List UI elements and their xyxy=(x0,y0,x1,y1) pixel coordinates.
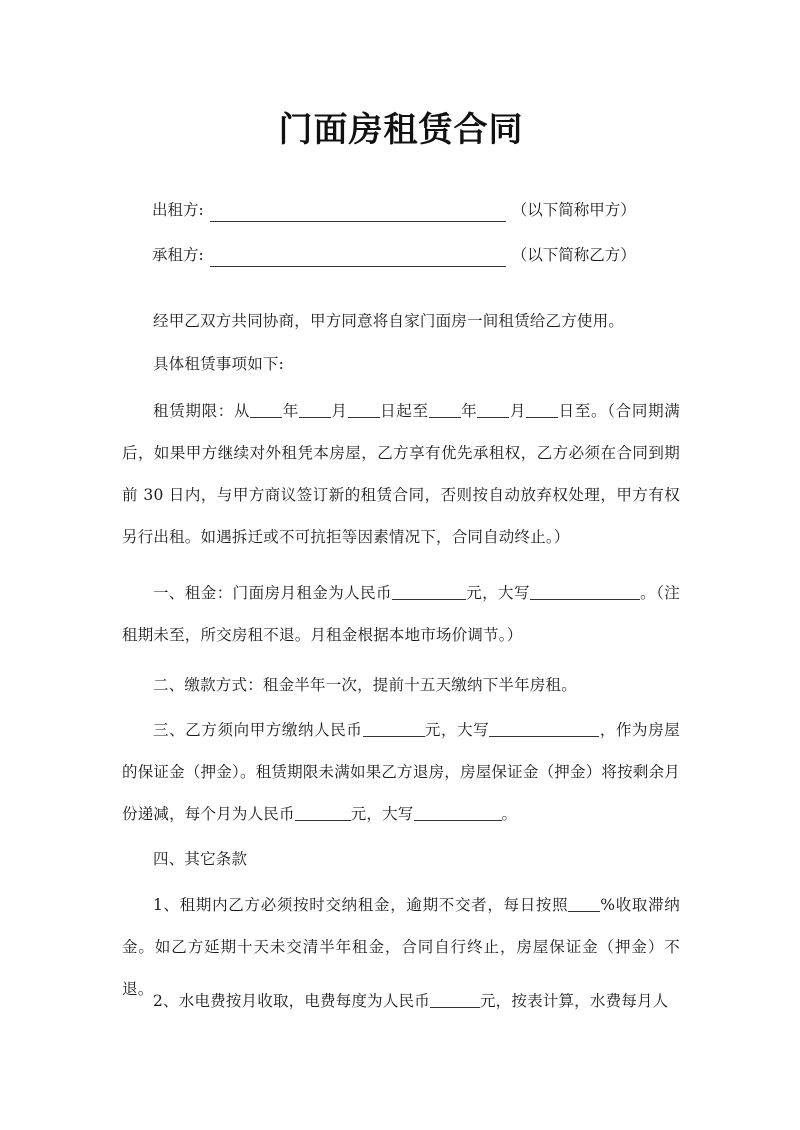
intro-paragraph: 经甲乙双方共同协商，甲方同意将自家门面房一间租赁给乙方使用。 xyxy=(153,312,625,330)
late-fee-rate-field[interactable] xyxy=(568,895,600,912)
clause-deposit xyxy=(122,709,680,835)
document-title: 门面房租赁合同 xyxy=(278,110,524,150)
term-label: 租赁期限：从 xyxy=(153,402,251,420)
deposit-middle: ，作为房屋的保证金（押金）。租赁期限未满如果乙方退房，房屋保证金（押金）将按剩余月份递减，每个月为人民币 xyxy=(122,721,680,823)
day-unit: 日起至 xyxy=(379,402,429,420)
deposit-amount-field[interactable] xyxy=(363,720,425,737)
rent-amount-field[interactable] xyxy=(392,583,466,600)
deposit-words-field[interactable] xyxy=(489,720,599,737)
lessee-suffix: （以下简称乙方） xyxy=(511,246,636,264)
month-unit: 月 xyxy=(330,402,348,420)
late-fee-prefix: 1、租期内乙方必须按时交纳租金，逾期不交者，每日按照 xyxy=(153,896,569,914)
deposit-suffix: 。 xyxy=(501,805,518,823)
lessor-label: 出租方: xyxy=(152,201,204,219)
lessor-suffix: （以下简称甲方） xyxy=(511,201,636,219)
monthly-words-field[interactable] xyxy=(414,804,502,821)
rent-words-field[interactable] xyxy=(530,583,640,600)
deposit-prefix: 三、乙方须向甲方缴纳人民币 xyxy=(153,721,363,739)
lease-term-paragraph xyxy=(122,390,680,558)
utilities-suffix: 元，按表计算，水费每月人 xyxy=(479,992,669,1010)
lessee-line xyxy=(152,243,636,267)
lessor-field[interactable] xyxy=(210,203,506,222)
monthly-amount-field[interactable] xyxy=(295,804,351,821)
end-month-field[interactable] xyxy=(477,401,509,418)
rent-mid: 元，大写 xyxy=(465,584,530,602)
end-day-field[interactable] xyxy=(526,401,558,418)
clause-utilities xyxy=(122,980,680,1022)
start-day-field[interactable] xyxy=(348,401,380,418)
term-details: （合同期满后，如果甲方继续对外租凭本房屋，乙方享有优先承租权，乙方必须在合同到期前 30 日内，与甲方商议签订新的租赁合同，否则按自动放弃权处理，甲方有权另行出租。如遇拆迁或不可抗拒等因素情况下，合同自动终止。） xyxy=(122,402,680,546)
start-year-field[interactable] xyxy=(250,401,282,418)
rent-prefix: 一、租金：门面房月租金为人民币 xyxy=(153,584,392,602)
clause-rent xyxy=(122,572,680,656)
lessee-label: 承租方: xyxy=(152,246,204,264)
start-month-field[interactable] xyxy=(299,401,331,418)
late-fee-suffix: %收取滞纳金。如乙方延期十天未交清半年租金，合同自行终止，房屋保证金（押金）不退。 xyxy=(122,896,680,998)
lessor-line xyxy=(152,198,636,222)
items-heading: 具体租赁事项如下: xyxy=(153,355,285,373)
monthly-mid: 元，大写 xyxy=(350,805,414,823)
utilities-prefix: 2、水电费按月收取，电费每度为人民币 xyxy=(153,992,430,1010)
lessee-field[interactable] xyxy=(210,248,506,267)
end-year-field[interactable] xyxy=(429,401,461,418)
month-unit: 月 xyxy=(509,402,527,420)
rent-suffix: 。（注租期未至，所交房租不退。月租金根据本地市场价调节。） xyxy=(122,584,680,644)
year-unit: 年 xyxy=(282,402,299,420)
clause-other-heading: 四、其它条款 xyxy=(153,850,248,868)
electricity-price-field[interactable] xyxy=(430,991,480,1008)
clause-payment: 二、缴款方式：租金半年一次，提前十五天缴纳下半年房租。 xyxy=(153,676,577,694)
deposit-mid: 元，大写 xyxy=(424,721,490,739)
day-unit: 日至。 xyxy=(558,402,608,420)
year-unit: 年 xyxy=(460,402,478,420)
